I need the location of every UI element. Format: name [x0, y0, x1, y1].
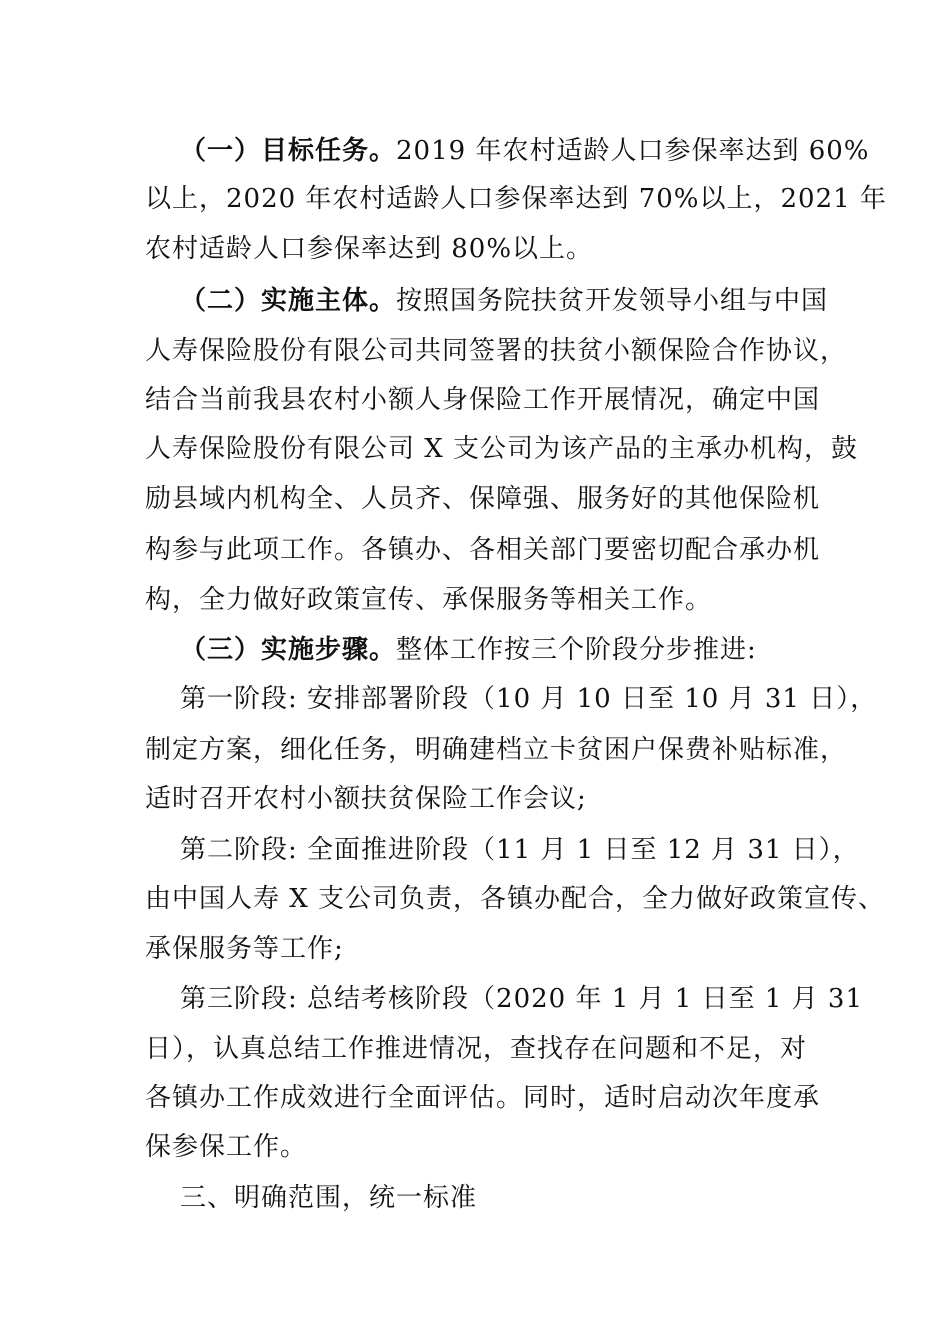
paragraph-text: 按照国务院扶贫开发领导小组与中国	[396, 286, 829, 316]
paragraph-implementer-line-6: 构参与此项工作。各镇办、各相关部门要密切配合承办机	[145, 535, 821, 565]
paragraph-text: 整体工作按三个阶段分步推进:	[396, 635, 757, 665]
paragraph-implementer-line-7: 构，全力做好政策宣传、承保服务等相关工作。	[145, 585, 713, 615]
paragraph-stage1-line-2: 制定方案，细化任务，明确建档立卡贫困户保费补贴标准，	[145, 735, 848, 765]
paragraph-text: 2019 年农村适龄人口参保率达到 60%	[396, 136, 870, 166]
paragraph-stage1-line-1: 第一阶段: 安排部署阶段（10 月 10 日至 10 月 31 日），	[180, 684, 878, 714]
paragraph-stage1-line-3: 适时召开农村小额扶贫保险工作会议;	[145, 784, 587, 814]
paragraph-stage3-line-1: 第三阶段: 总结考核阶段（2020 年 1 月 1 日至 1 月 31	[180, 984, 864, 1014]
paragraph-stage2-line-1: 第二阶段: 全面推进阶段（11 月 1 日至 12 月 31 日），	[180, 835, 860, 865]
paragraph-implementer-line-2: 人寿保险股份有限公司共同签署的扶贫小额保险合作协议，	[145, 336, 848, 366]
heading-steps: （三）实施步骤。	[180, 635, 397, 665]
paragraph-target-task-line-1	[180, 138, 870, 164]
paragraph-steps-line-1	[180, 637, 757, 663]
paragraph-stage3-line-4: 保参保工作。	[145, 1132, 308, 1162]
heading-target-task: （一）目标任务。	[180, 136, 397, 166]
heading-implementer: （二）实施主体。	[180, 286, 397, 316]
paragraph-target-task-line-3: 农村适龄人口参保率达到 80%以上。	[145, 234, 594, 264]
paragraph-stage3-line-3: 各镇办工作成效进行全面评估。同时，适时启动次年度承	[145, 1083, 821, 1113]
paragraph-target-task-line-2: 以上，2020 年农村适龄人口参保率达到 70%以上，2021 年	[145, 184, 887, 214]
paragraph-stage2-line-2: 由中国人寿 X 支公司负责，各镇办配合，全力做好政策宣传、	[145, 884, 886, 914]
paragraph-stage3-line-2: 日），认真总结工作推进情况，查找存在问题和不足，对	[145, 1034, 808, 1064]
paragraph-implementer-line-3: 结合当前我县农村小额人身保险工作开展情况，确定中国	[145, 385, 821, 415]
paragraph-implementer-line-1	[180, 288, 828, 314]
paragraph-stage2-line-3: 承保服务等工作;	[145, 934, 344, 964]
paragraph-implementer-line-4: 人寿保险股份有限公司 X 支公司为该产品的主承办机构，鼓	[145, 434, 859, 464]
section-three-title: 三、明确范围，统一标准	[180, 1183, 478, 1213]
paragraph-implementer-line-5: 励县域内机构全、人员齐、保障强、服务好的其他保险机	[145, 484, 821, 514]
